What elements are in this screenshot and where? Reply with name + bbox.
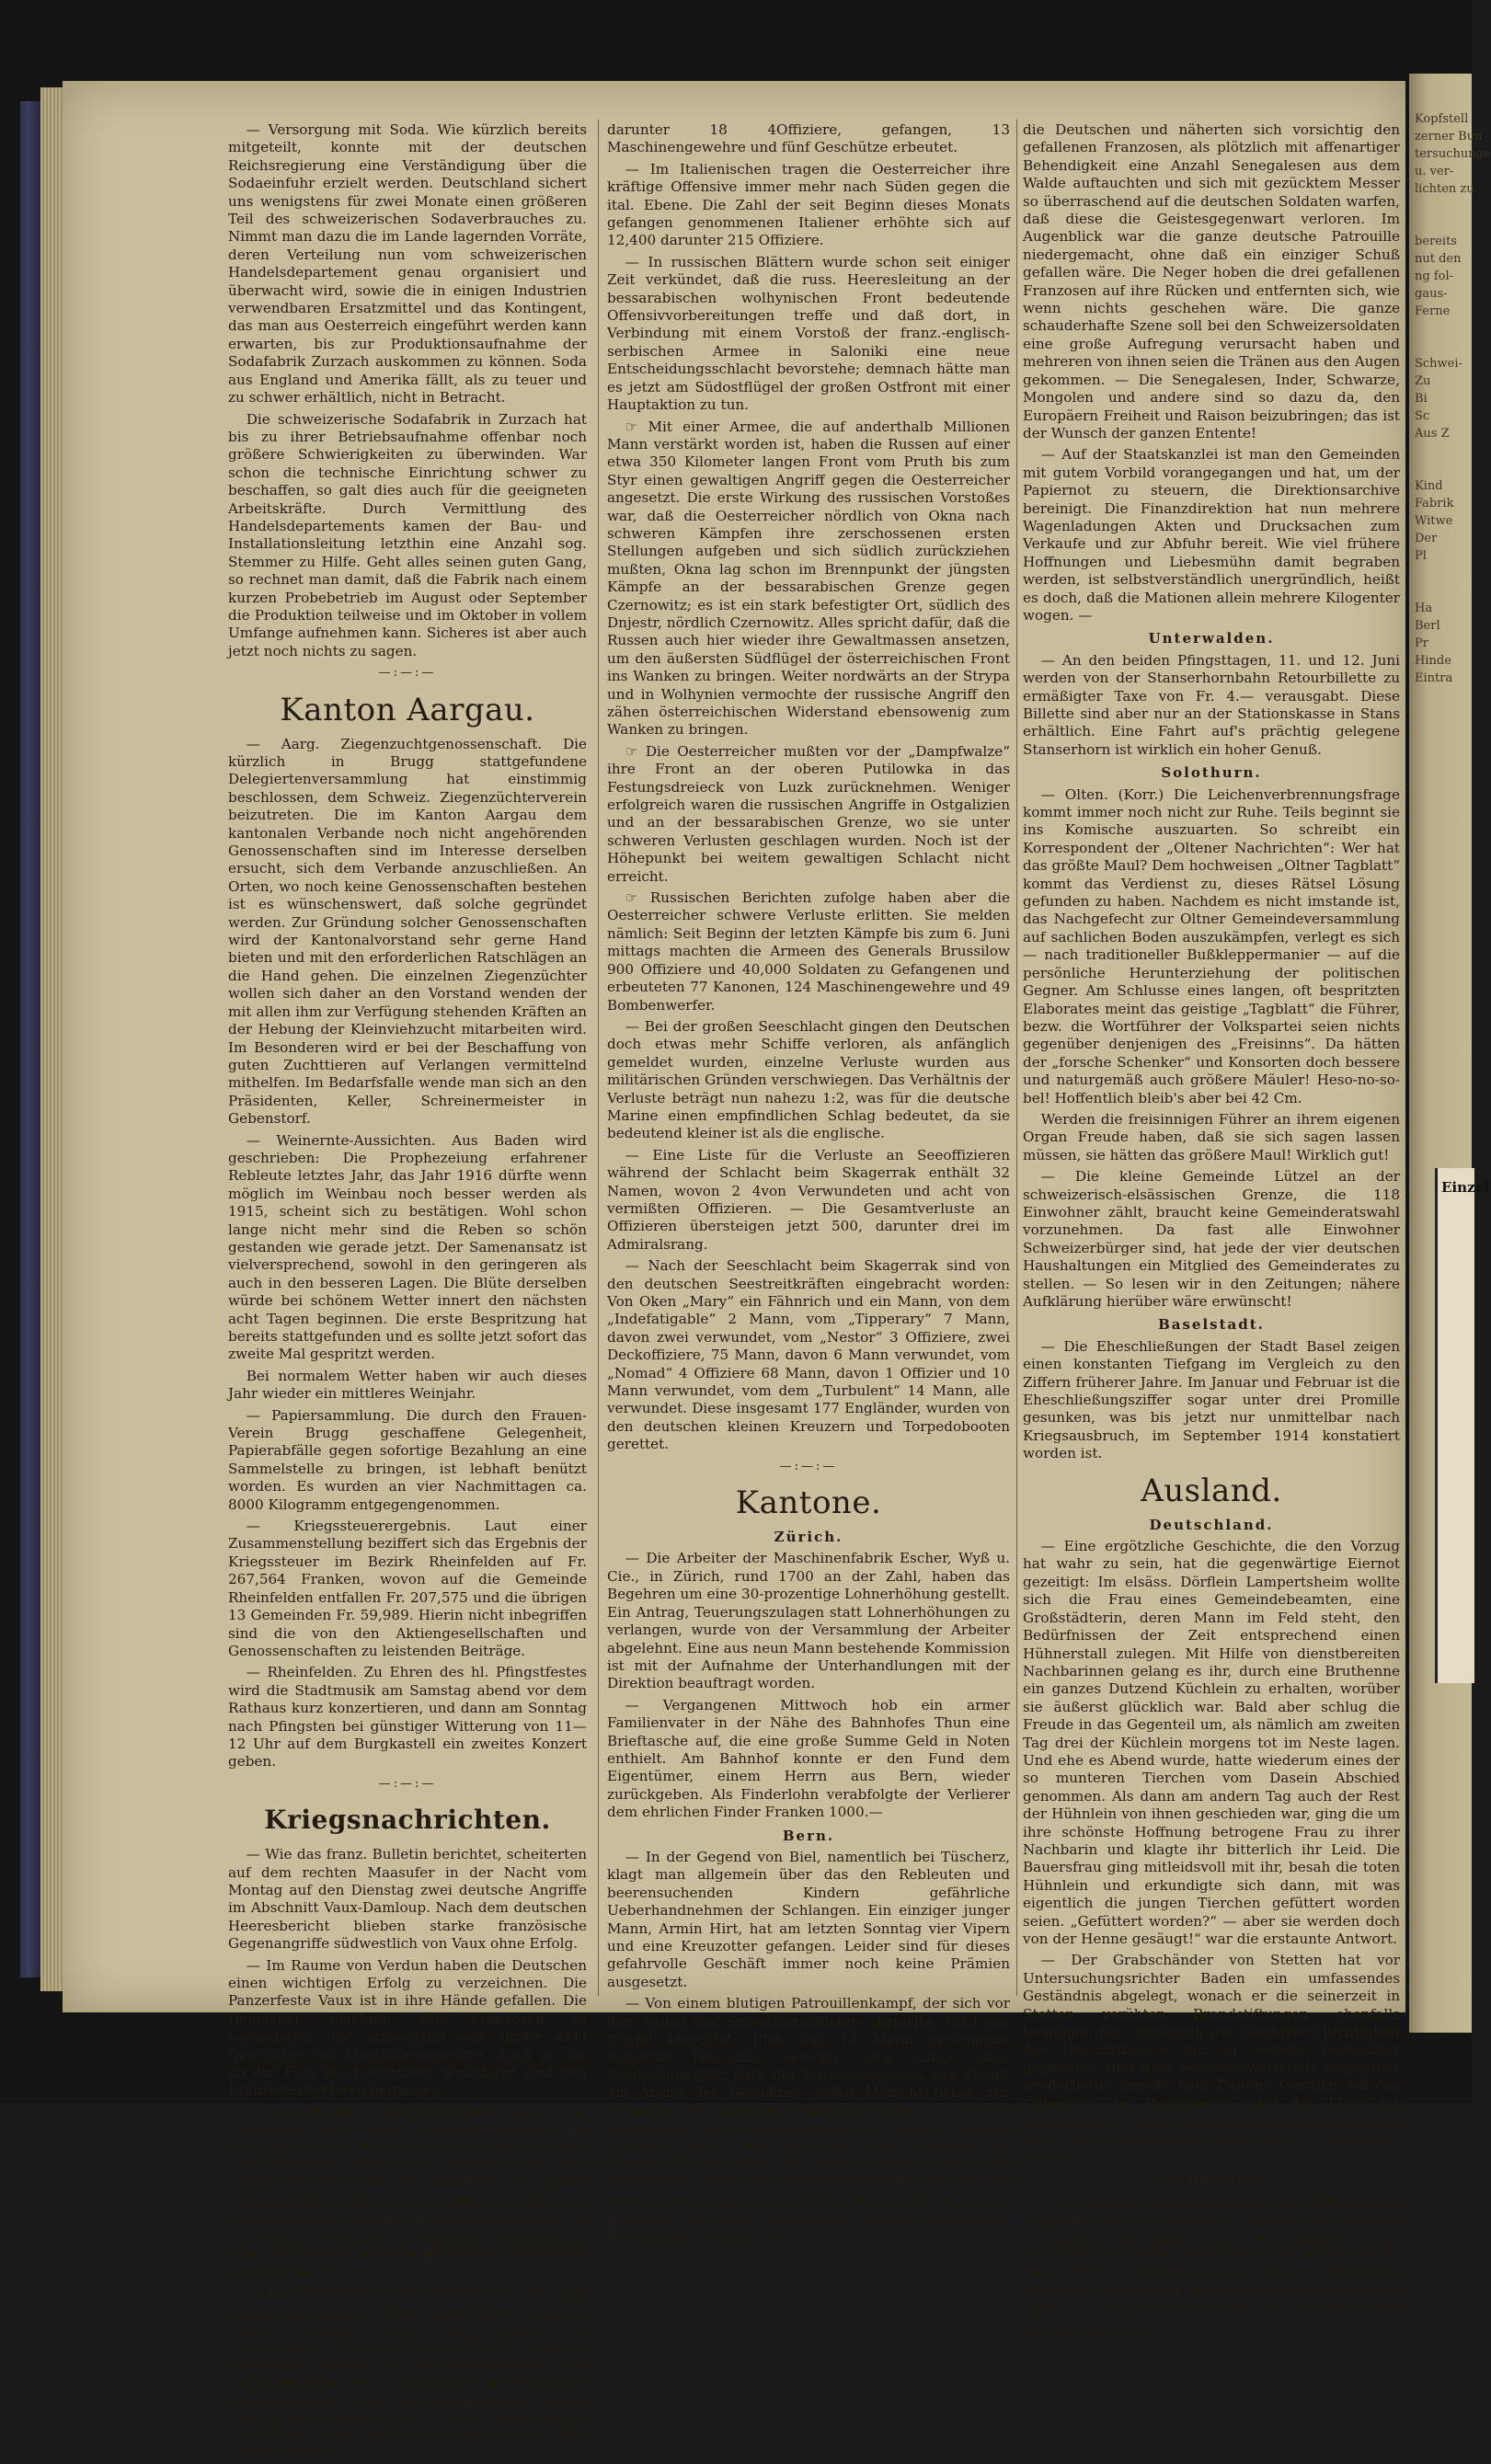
paragraph: — Eine Liste für die Verluste an Seeoffizieren während der Schlacht beim Skagerrak enthält 32 Namen, wovon 2 4von Verwundeten und acht von vermißten Offizieren. — Die Gesamtverluste an Offizieren übersteigen jetzt 500, darunter drei im Admiralsrang.	[607, 1146, 1010, 1253]
next-page-line: Kind	[1415, 479, 1443, 493]
paragraph: Die schweizerische Sodafabrik in Zurzach hat bis zu ihrer Betriebsaufnahme offenbar noch größere Schwierigkeiten zu überwinden. War schon die technische Einrichtung schwer zu beschaffen, so galt dies auch für die geeigneten Arbeitskräfte. Durch Vermittlung des Handelsdepartements kamen der Bau- und Installationsleitung letzthin eine Anzahl sog. Stemmer zu Hilfe. Geht alles seinen guten Gang, so rechnet man damit, daß die Fabrik nach einem kurzen Probebetrieb im August oder September die Produktion teilweise und im Oktober in vollem Umfange aufnehmen kann. Sicheres ist aber auch jetzt noch nichts zu sagen.	[228, 410, 587, 659]
paragraph: — Der Grabschänder von Stetten hat vor Untersuchungsrichter Baden ein umfassendes Geständnis abgelegt, wonach er die seinerzeit in Stetten verübten Brandstiftungen ebenfalls begangen hat. Bezüglich der objektiven Richtigkeit des Geständnisses, das er seinem Verteidiger gegenüber und dem Staatsanwaltschaft gegenüber wiederholte, besteht kein Zweifel. Gestützt auf das Gutachten der Bezirksärzte wird der Täter zur Beobachtung seines Gesundheitszustandes in die Heil- und Pflegeanstalt Königsfelden übergeführt werden.	[1023, 1952, 1400, 2165]
paragraph: — Eine ergötzliche Geschichte, die den Vorzug hat wahr zu sein, hat die gegenwärtige Eiernot gezeitigt: Im elsäss. Dörflein Lampertsheim wollte sich die Frau eines Gemeindebeamten, eine Großstädterin, deren Mann im Feld steht, den Bedürfnissen der Zeit entsprechend einen Hühnerstall zulegen. Mit Hilfe von dienstbereiten Nachbarinnen gelang es ihr, durch eine Bruthenne ein ganzes Dutzend Küchlein zu erhalten, worüber sie äußerst glücklich war. Bald aber schlug die Freude in das Gegenteil um, als nämlich am zweiten Tag drei der Küchlein morgens tot im Neste lagen. Und ehe es Abend wurde, hatte wiederum eines der so munteren Tierchen vom Dasein Abschied genommen. Als dann am andern Tag auch der Rest der Hühnlein von ihnen geschieden war, ging die um ihre schönste Hoffnung betrogene Frau zu ihrer Nachbarin und klagte ihr bitterlich ihr Leid. Die Bauersfrau ging mitleidsvoll mit ihr, besah die toten Hühnlein und erkundigte sich dann, mit was eigentlich die jungen Tierchen gefüttert worden seien. „Gefüttert worden?“ — aber sie werden doch von der Henne gesäugt!“ war die erstaunte Antwort.	[1023, 1538, 1400, 1947]
next-page-line: Zu	[1415, 374, 1431, 388]
paragraph: — Die kleine Gemeinde Lützel an der schweizerisch-elsässischen Grenze, die 118 Einwohner zählt, braucht keine Gemeinderatswahl vorzunehmen. Da fast alle Einwohner Schweizerbürger sind, hat jede der vier deutschen Haushaltungen ein Mitglied des Gemeinderates zu stellen. — So lesen wir in den Zeitungen; nähere Aufklärung hierüber wäre erwünscht!	[1023, 1168, 1400, 1310]
next-page-line: bereits	[1415, 235, 1457, 248]
paragraph: — Laut österreichischem Bericht ist die Lage an der italienischen Front unverändert. General Cadorna meldet, daß seine Truppen in verschiedenen Abschnitten Angriffe des Gegners abgewiesen haben. Es hat den Anschein, die russische Offensive in Ostgalizien und Wolhynien beginne bereits, ihre den Oesterreichern wenig günstige Rückwirkungen zu zeigen. Seit Beginn des Monats Juni haben die Oesterreicher über 9700 Italiener,	[228, 2285, 587, 2463]
aargau-articles	[228, 736, 587, 1771]
section-heading-aargau: Kanton Aargau.	[280, 691, 535, 728]
column-rule	[1016, 120, 1017, 1996]
next-page-line: u. ver-	[1415, 165, 1454, 178]
column-1	[228, 121, 587, 2463]
next-page-line: Eintra	[1415, 671, 1453, 685]
next-page-line: zerner Bun	[1415, 130, 1483, 143]
paragraph: darunter 18 4Offiziere, gefangen, 13 Maschinengewehre und fünf Geschütze erbeutet.	[607, 121, 1010, 156]
paragraph: — Weinernte-Aussichten. Aus Baden wird geschrieben: Die Prophezeiung erfahrener Rebleute letztes Jahr, das Jahr 1916 dürfte wenn möglich im Weinbau noch besser werden als 1915, scheint sich zu bestätigen. Wohl schon lange nicht mehr sind die Reben so schön gestanden wie gerade jetzt. Der Samenansatz ist vielversprechend, sowohl in den geringeren als auch in den besseren Lagen. Die Blüte derselben würde bei schönem Wetter innert den nächsten acht Tagen beginnen. Die erste Bespritzung hat bereits stattgefunden und es sollte jetzt sofort das zweite Mal gespritzt werden.	[228, 1131, 587, 1363]
paragraph: ☞ Russischen Berichten zufolge haben aber die Oesterreicher schwere Verluste erlitten. Sie melden nämlich: Seit Beginn der letzten Kämpfe bis zum 6. Juni mittags machten die Armeen des Generals Brussilow 900 Offiziere und 40,000 Soldaten zu Gefangenen und erbeuteten 77 Kanonen, 124 Maschinengewehre und 49 Bombenwerfer.	[607, 889, 1010, 1014]
subheading-bern: Bern.	[782, 1827, 835, 1844]
paragraph: — Auf der Staatskanzlei ist man den Gemeinden mit gutem Vorbild vorangegangen und hat, um der Papiernot zu steuern, die Direktionsarchive bereinigt. Die Finanzdirektion hat nun mehrere Wagenladungen Akten und Drucksachen zum Verkaufe und zur Abfuhr bereit. Wie viel frühere Hoffnungen und Liebesmühn damit begraben werden, ist selbstverständlich unergründlich, heißt es doch, daß die Mationen allein mehrere Kilogenter wogen. —	[1023, 446, 1400, 624]
paragraph: — Versorgung mit Soda. Wie kürzlich bereits mitgeteilt, konnte mit der deutschen Reichsregierung eine Verständigung über die Sodaeinfuhr erzielt werden. Deutschland sichert uns wenigstens für zwei Monate einen größeren Teil des schweizerischen Sodaverbrauches zu. Nimmt man dazu die im Lande lagernden Vorräte, deren Verteilung nun vom schweizerischen Handelsdepartement genau organisiert und überwacht wird, sowie die in einigen Industrien verwendbaren Ersatzmittel und das Kontingent, das man aus Oesterreich eingeführt werden kann erwarten, bis zur Produktionsaufnahme der Sodafabrik Zurzach auskommen zu können. Soda aus England und Amerika fällt, als zu teuer und zu schwer erhältlich, nicht in Betracht.	[228, 121, 587, 407]
ornament-divider: —:—:—	[779, 1459, 838, 1473]
paragraph: — Aarg. Ziegenzuchtgenossenschaft. Die kürzlich in Brugg stattgefundene Delegiertenversammlung hat einstimmig beschlossen, dem Schweiz. Ziegenzüchterverein beizutreten. Die im Kanton Aargau dem kantonalen Verbande noch nicht angehörenden Genossenschaften sind im Interesse derselben ersucht, sich dem Verbande anzuschließen. An Orten, wo noch keine Genossenschaften bestehen ist es wünschenswert, daß solche gegründet werden. Zur Gründung solcher Genossenschaften wird der Kantonalvorstand sehr gerne Hand bieten und mit den erforderlichen Ratschlägen an die Hand gehen. Die einzelnen Ziegenzüchter wollen sich daher an den Vorstand wenden der mit allen ihm zur Verfügung stehenden Kräften an der Hebung der Kleinviehzucht mitarbeiten wird. Im Besonderen wird er bei der Beschaffung von guten Zuchttieren auf Verlangen vermittelnd mithelfen. Im Bedarfsfalle wende man sich an den Präsidenten, Keller, Schreinermeister in Gebenstorf.	[228, 735, 587, 1128]
paragraph: — Olten. (Korr.) Die Leichenverbrennungsfrage kommt immer noch nicht zur Ruhe. Teils beginnt sie ins Komische auszuarten. So schreibt ein Korrespondent der „Oltener Nachrichten“: Wer hat das größte Maul? Dem hochweisen „Oltner Tagblatt“ kommt das Verdienst zu, dieses Rätsel Lösung gefunden zu haben. Nachdem es nicht imstande ist, das Nachgefecht zur Oltner Gemeindeversammlung auf sachlichen Boden auszukämpfen, verlegt es sich — nach traditioneller Bußkleppermanier — auf die persönliche Herunterziehung der politischen Gegner. Am Schlusse eines langen, oft bespritzten Elaborates meint das geistige „Tagblatt“ die Führer, bezw. die Wortführer der Volkspartei seien nichts gegenüber denjenigen des „Freisinns“. Da hätten der „forsche Schenker“ und Konsorten doch bessere und naturgemäß auch größere Mäuler! Heso-no-so-bel! Hoffentlich bleib's aber bei 42 Cm.	[1023, 785, 1400, 1106]
paragraph: — In der Gegend von Biel, namentlich bei Tüscherz, klagt man allgemein über das den Rebleuten und beerensuchenden Kindern gefährliche Ueberhandnehmen der Schlangen. Ein einziger junger Mann, Armin Hirt, hat am letzten Sonntag vier Vipern und eine Kreuzotter gefangen. Leider sind für dieses gefahrvolle Geschäft immer noch keine Prämien ausgesetzt.	[607, 1848, 1010, 1990]
subheading-baselstadt: Baselstadt.	[1158, 1316, 1265, 1334]
next-page-edge	[1409, 74, 1491, 2033]
next-page-line: Hinde	[1415, 654, 1451, 668]
section-heading-kantone: Kantone.	[735, 1484, 882, 1522]
paragraph: — Die Eheschließungen der Stadt Basel zeigen einen konstanten Tiefgang im Vergleich zu den Ziffern früherer Jahre. Im Januar und Februar ist die Eheschließungsziffer sogar unter drei Promille gesunken, was bis jetzt nur unmittelbar nach Kriegsausbruch, im September 1914 konstatiert worden ist.	[1023, 1337, 1400, 1462]
next-page-line: Kopfstell	[1415, 112, 1469, 126]
paragraph: — Nach der Seeschlacht beim Skagerrak sind von den deutschen Seestreitkräften eingebracht worden: Von Oken „Mary“ ein Fähnrich und ein Mann, von dem „Indefatigable“ 2 Mann, vom „Tipperary“ 7 Mann, davon zwei verwundet, vom „Nestor“ 3 Offiziere, zwei Deckoffiziere, 75 Mann, davon 6 Mann verwundet, vom „Nomad“ 4 Offiziere 68 Mann, davon 1 Offizier und 10 Mann verwundet, vom dem „Turbulent“ 14 Mann, alle verwundet. Diese insgesamt 177 Engländer, wurden von den deutschen kleinen Kreuzern und Torpedobooten gerettet.	[607, 1257, 1010, 1453]
book-spine	[20, 101, 40, 1977]
subheading-deutschland: Deutschland.	[1149, 1516, 1274, 1533]
next-page-line: Sc	[1415, 409, 1430, 423]
next-page-line: Berl	[1415, 619, 1440, 633]
next-page-line: Schwei-	[1415, 357, 1462, 371]
next-page-line: nut den	[1415, 252, 1462, 266]
next-page-line: ng fol-	[1415, 269, 1454, 283]
paragraph: — Die Arbeiter der Maschinenfabrik Escher, Wyß u. Cie., in Zürich, rund 1700 an der Zahl, haben das Begehren um eine 30-prozentige Lohnerhöhung gestellt. Ein Antrag, Teuerungszulagen statt Lohnerhöhungen zu verlangen, wurde von der Versammlung der Arbeiter abgelehnt. Eine aus neun Mann bestehende Kommission ist mit der Aufnahme der Unterhandlungen mit der Direktion beauftragt worden.	[607, 1550, 1010, 1692]
war-news-continued	[607, 121, 1010, 1454]
paragraph: Werden die freisinnigen Führer an ihrem eigenen Organ Freude haben, daß sie sich sagen lassen müssen, sie hätten das größere Maul! Wirklich gut!	[1023, 1110, 1400, 1163]
paragraph: Bei normalem Wetter haben wir auch dieses Jahr wieder ein mittleres Weinjahr.	[228, 1367, 587, 1403]
paragraph: ☞ Mit einer Armee, die auf anderthalb Millionen Mann verstärkt worden ist, haben die Russen auf einer etwa 350 Kilometer langen Front vom Pruth bis zum Styr einen gewaltigen Angriff gegen die Oesterreicher angesetzt. Die erste Wirkung des russischen Vorstoßes war, daß die Oesterreicher nördlich von Okna nach schweren Kämpfen ihre zerschossenen ersten Stellungen aufgeben und sich südlich zurückziehen mußten, Okna lag schon im Brennpunkt der jüngsten Kämpfe an der bessarabischen Grenze gegen Czernowitz; es ist ein stark befestigter Ort, südlich des Dnjestr, nördlich Czernowitz. Alles spricht dafür, daß die Russen auch hier wieder ihre Gewaltmassen ansetzen, um den äußersten Südflügel der österreichischen Front ins Wanken zu bringen. Weiter nordwärts an der Strypa und in Wolhynien vermochte der russische Angriff den zähen österreichischen Widerstand ebensowenig zum Wanken zu bringen.	[607, 418, 1010, 739]
next-page-line: Bi	[1415, 392, 1428, 406]
paragraph: ☞ Die Oesterreicher mußten vor der „Dampfwalze“ ihre Front an der oberen Putilowka in das Festungsdreieck von Luzk zurücknehmen. Weniger erfolgreich waren die russischen Angriffe in Ostgalizien und an der bessarabischen Grenze, wo sie unter schweren Verlusten geschlagen wurden. Noch ist der Höhepunkt bei weitem gewaltigen Schlacht nicht erreicht.	[607, 742, 1010, 885]
paragraph: — Bei der großen Seeschlacht gingen den Deutschen doch etwas mehr Schiffe verloren, als anfänglich gemeldet wurden, einzelne Verluste wurden aus militärischen Gründen verschwiegen. Das Verhältnis der Verluste beträgt nun nahezu 1:2, was für die deutsche Marine einen empfindlichen Schlag bedeutet, da sie bedeutend kleiner ist als die englische.	[607, 1017, 1010, 1142]
next-page-line: Pl	[1415, 549, 1427, 563]
next-page-lines	[1409, 110, 1491, 687]
paragraph: — Im Italienischen tragen die Oesterreicher ihre kräftige Offensive immer mehr nach Süden gegen die ital. Ebene. Die Zahl der seit Beginn dieses Monats gefangen genommenen Italiener erhöhte sich auf 12,400 darunter 215 Offiziere.	[607, 160, 1010, 249]
next-page-line: lichten zu	[1415, 182, 1474, 196]
paragraph: — Wie das franz. Bulletin berichtet, scheiterten auf dem rechten Maasufer in der Nacht vom Montag auf den Dienstag zwei deutsche Angriffe im Abschnitt Vaux-Damloup. Nach dem deutschen Heeresbericht blieben starke französische Gegenangriffe südwestlich von Vaux ohne Erfolg.	[228, 1846, 587, 1953]
paragraph: — Kriegssteuerergebnis. Laut einer Zusammenstellung beziffert sich das Ergebnis der Kriegssteuer im Bezirk Rheinfelden auf Fr. 267,564 Franken, wovon auf die Gemeinde Rheinfelden entfallen Fr. 207,575 und die übrigen 13 Gemeinden Fr. 59,989. Hierin nicht inbegriffen sind die von den Aktiengesellschaften und Genossenschaften zu leistenden Beiträge.	[228, 1518, 587, 1659]
paragraph: — Im Raume von Verdun haben die Deutschen einen wichtigen Erfolg zu verzeichnen. Die Panzerfeste Vaux ist in ihre Hände gefallen. Die Deutschen machten 700 Franzosen zu Gefangenen und erbeuteten eine große Zahl Geschütze und Maschinengewehre. Auch an die an das Fort anschließenden Stellungen sind den Franzosen verloren gegangen.	[228, 1956, 587, 2099]
subheading-unterwalden: Unterwalden.	[1148, 630, 1275, 648]
paragraph: — Von einem blutigen Patrouillenkampf, der sich vor den Augen der Schweizersoldaten abspielte, wird aus Bonfol berichtet: Eine aus 14 Mann bestehende deutsche Patrouille bewegte sich längs eines Waldrandes ganz nahe der Schweizergrenze, den Finger am Abzug des Gewehres, jeden Moment bereit zur Aufnahme des Kampfes. Plötzlich legten sich die 14 Mann nieder und schickten sich an zu feuern. Man sah tatsächlich etwa 100 Meter von ihnen entfernt eine französische Patrouille, die sich ahnungslos näherte. Die Schüsse der deutschen Soldaten krachten und drei von den Franzosen lagen im Staube, worauf sich die andern Franzosen aus dem gefährlichen Bereich entfernten. Kurz darauf erhoben sich	[607, 1995, 1010, 2244]
next-page-line: Pr	[1415, 636, 1428, 650]
page-edges	[40, 87, 64, 1991]
column-2	[607, 121, 1010, 2244]
ornament-divider: —:—:—	[378, 1776, 437, 1791]
ornament-divider: —:—:—	[378, 666, 437, 681]
next-page-line: Fabrik	[1415, 497, 1454, 510]
next-page-line: Ha	[1415, 602, 1433, 615]
paragraph: — In russischen Blättern wurde schon seit einiger Zeit verkündet, daß die russ. Heeresleitung an der bessarabischen wolhynischen Front bedeutende Offensivvorbereitungen treffe und daß dort, in Verbindung mit einem Vorstoß der franz.-englisch-serbischen Armee in Saloniki eine neue Entscheidungsschlacht bevorstehe; demnach hätte man es jetzt am Südostflügel der großen Ostfront mit einer Hauptaktion zu tun.	[607, 253, 1010, 414]
soda-article	[228, 121, 587, 660]
subheading-zuerich: Zürich.	[774, 1529, 843, 1546]
paragraph: — An den beiden Pfingsttagen, 11. und 12. Juni werden von der Stanserhornbahn Retourbillette zu ermäßigter Taxe von Fr. 4.— verausgabt. Diese Billette sind aber nur an der Stationskasse in Stans erhältlich. Eine Fahrt auf's prächtig gelegene Stanserhorn ist wirklich ein hoher Genuß.	[1023, 651, 1400, 758]
subheading-solothurn: Solothurn.	[1161, 764, 1262, 782]
paragraph: — Vor einiger Zeit verbreiteten die Blätter einen Ausspruch des französischen Staatsmannes Briand, in welchem er erklärte, die Gerechtigkeit sei auf ihrer Seite, denn sie hätten den Krieg nicht gewollt. Diese Worte erinnern an eine seiner öffentlichen Reden, als er Minister um die Jahrhundertwende. Er sagte u. a. folgendes: „Die Zeit ist gekommen, daß wir den Geist der	[1023, 2193, 1400, 2335]
section-heading-ausland: Ausland.	[1141, 1472, 1282, 1509]
war-news-articles	[228, 1846, 587, 2464]
section-heading-kriegsnachrichten: Kriegsnachrichten.	[264, 1805, 551, 1836]
next-page-line: Witwe	[1415, 514, 1453, 528]
advertisement-label: Einzel	[1441, 1179, 1489, 1196]
column-3	[1023, 121, 1400, 2335]
paragraph: — Im Westen, südöstlich Ypern haben die Engländer eine neue Schlappe erlitten. In Ausnützung ihres Erfolges auf dem Höhenrücken von Zillebecke haben die Deutschen das Dorf Hooge gestürmt und den Kanadiern das ganze Höhengelände südöstlich und östlich von Ypern in einer Frontlänge von drei Kilometer entrissen. Da die blutigen Verluste des englischen Verteidigers sehr groß waren, konnten nur wenige Gefangene gemacht werden.	[228, 2103, 587, 2281]
next-page-line: Der	[1415, 532, 1438, 545]
column-rule	[598, 120, 599, 1996]
side-advertisement	[1435, 1168, 1489, 1683]
paragraph: die Deutschen und näherten sich vorsichtig den gefallenen Franzosen, als plötzlich mit affenartiger Behendigkeit eine Anzahl Senegalesen aus dem Walde auftauchten und sich mit gezücktem Messer so überraschend auf die deutschen Soldaten warfen, daß diese die Geistesgegenwart verloren. Im Augenblick war die ganze deutsche Patrouille niedergemacht, ohne daß ein einziger Schuß gefallen wäre. Die Neger hoben die drei gefallenen Franzosen auf ihre Rücken und entfernten sich, wie wenn nichts geschehen wäre. Die ganze schauderhafte Szene soll bei den Schweizersoldaten eine große Aufregung verursacht haben und mehreren von ihnen seien die Tränen aus den Augen gekommen. — Die Senegalesen, Inder, Schwarze, Mongolen und andere sind so dazu da, den Europäern Freiheit und Raison beizubringen; das ist der Wunsch der ganzen Entente!	[1023, 121, 1400, 441]
next-page-line: Aus Z	[1415, 427, 1450, 441]
next-page-line: Ferne	[1415, 304, 1451, 318]
paragraph: — Papiersammlung. Die durch den Frauen-Verein Brugg geschaffene Gelegenheit, Papierabfälle gegen sofortige Bezahlung an eine Sammelstelle zu bringen, ist lebhaft benützt worden. Es wurden an vier Nachmittagen ca. 8000 Kilogramm entgegengenommen.	[228, 1406, 587, 1513]
paragraph: — Rheinfelden. Zu Ehren des hl. Pfingstfestes wird die Stadtmusik am Samstag abend vor dem Rathaus kurz konzertieren, und dann am Sonntag nach Pfingsten bei günstiger Witterung von 11—12 Uhr auf dem Burgkastell ein zweites Konzert geben.	[228, 1664, 587, 1771]
next-page-line: tersuchunge	[1415, 147, 1491, 161]
subheading-frankreich: Frankreich.	[1156, 2172, 1267, 2189]
paragraph: — Vergangenen Mittwoch hob ein armer Familienvater in der Nähe des Bahnhofes Thun eine Brieftasche auf, die eine große Summe Geld in Noten enthielt. Am Bahnhof konnte er den Fund dem Eigentümer, einem Herrn aus Bern, wieder zurückgeben. Als Finderlohn verabfolgte der Verlierer dem ehrlichen Finder Franken 1000.—	[607, 1696, 1010, 1821]
next-page-line: gaus-	[1415, 287, 1448, 301]
